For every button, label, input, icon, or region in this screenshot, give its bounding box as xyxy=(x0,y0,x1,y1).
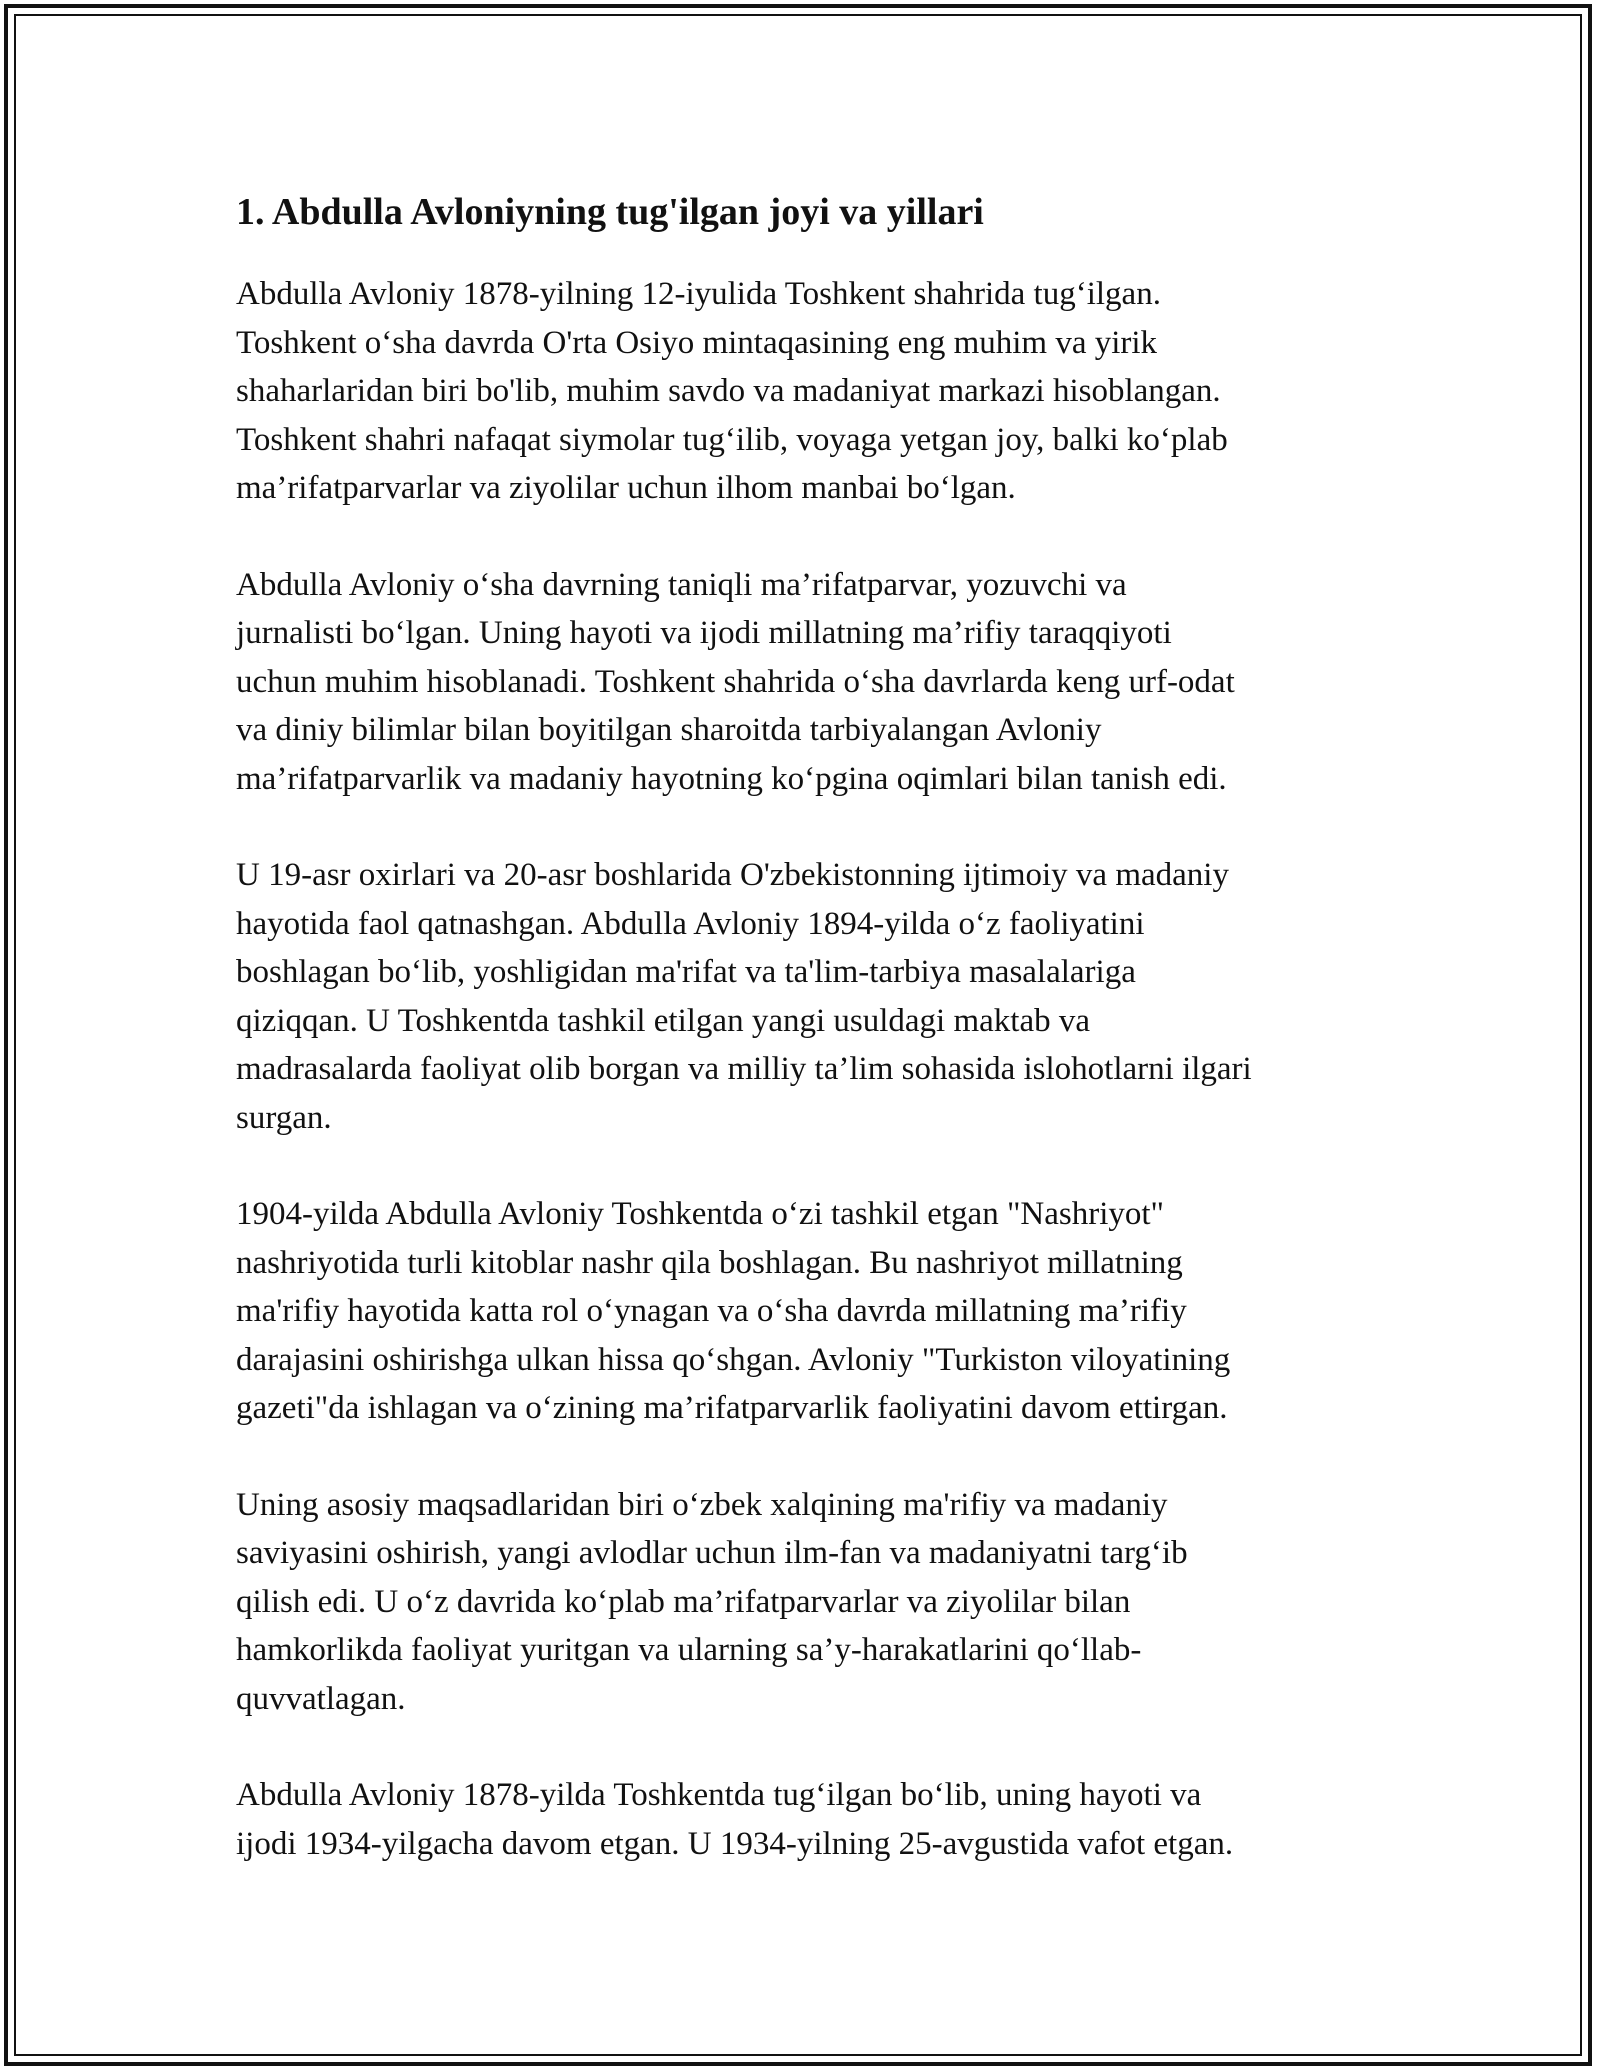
text-line: ma’rifatparvarlik va madaniy hayotning ko‘pgina oqimlari bilan tanish edi. xyxy=(236,760,1227,797)
paragraph-6 xyxy=(236,1771,1376,1868)
text-line: U 19-asr oxirlari va 20-asr boshlarida O'zbekistonning ijtimoiy va madaniy xyxy=(236,857,1229,893)
text-line: Uning asosiy maqsadlaridan biri o‘zbek xalqining ma'rifiy va madaniy xyxy=(236,1486,1168,1523)
document-body xyxy=(236,186,1376,1916)
paragraph-2 xyxy=(236,561,1376,804)
text-line: hayotida faol qatnashgan. Abdulla Avloniy 1894-yilda o‘z faoliyatini xyxy=(236,905,1145,942)
paragraph-1 xyxy=(236,270,1376,513)
text-line: Abdulla Avloniy 1878-yilning 12-iyulida Toshkent shahrida tug‘ilgan. xyxy=(236,276,1161,312)
text-line: 1904-yilda Abdulla Avloniy Toshkentda o‘zi tashkil etgan "Nashriyot" xyxy=(236,1196,1165,1232)
paragraph-5 xyxy=(236,1481,1376,1724)
text-line: uchun muhim hisoblanadi. Toshkent shahrida o‘sha davrlarda keng urf-odat xyxy=(236,663,1235,700)
text-line: Toshkent o‘sha davrda O'rta Osiyo mintaqasining eng muhim va yirik xyxy=(236,324,1158,361)
text-line: surgan. xyxy=(236,1099,332,1136)
text-line: boshlagan bo‘lib, yoshligidan ma'rifat va ta'lim-tarbiya masalalariga xyxy=(236,954,1136,990)
text-line: darajasini oshirishga ulkan hissa qo‘shgan. Avloniy "Turkiston viloyatining xyxy=(236,1341,1231,1378)
text-line: qilish edi. U o‘z davrida ko‘plab ma’rifatparvarlar va ziyolilar bilan xyxy=(236,1583,1131,1620)
paragraph-4 xyxy=(236,1190,1376,1433)
text-line: Toshkent shahri nafaqat siymolar tug‘ilib, voyaga yetgan joy, balki ko‘plab xyxy=(236,421,1228,458)
page-title: 1. Abdulla Avloniyning tug'ilgan joyi va yillari xyxy=(236,191,984,233)
text-line: hamkorlikda faoliyat yuritgan va ularning sa’y-harakatlarini qo‘llab- xyxy=(236,1632,1142,1668)
text-line: gazeti"da ishlagan va o‘zining ma’rifatparvarlik faoliyatini davom ettirgan. xyxy=(236,1390,1228,1426)
text-line: ijodi 1934-yilgacha davom etgan. U 1934-yilning 25-avgustida vafot etgan. xyxy=(236,1825,1234,1862)
text-line: Abdulla Avloniy 1878-yilda Toshkentda tug‘ilgan bo‘lib, uning hayoti va xyxy=(236,1777,1202,1813)
text-line: va diniy bilimlar bilan boyitilgan sharoitda tarbiyalangan Avloniy xyxy=(236,712,1102,748)
text-line: saviyasini oshirish, yangi avlodlar uchun ilm-fan va madaniyatni targ‘ib xyxy=(236,1535,1188,1571)
text-line: madrasalarda faoliyat olib borgan va milliy ta’lim sohasida islohotlarni ilgari xyxy=(236,1051,1252,1087)
text-line: ma'rifiy hayotida katta rol o‘ynagan va o‘sha davrda millatning ma’rifiy xyxy=(236,1293,1187,1329)
paragraph-3 xyxy=(236,851,1376,1142)
text-line: jurnalisti bo‘lgan. Uning hayoti va ijodi millatning ma’rifiy taraqqiyoti xyxy=(236,615,1172,651)
text-line: ma’rifatparvarlar va ziyolilar uchun ilhom manbai bo‘lgan. xyxy=(236,470,1016,506)
text-line: quvvatlagan. xyxy=(236,1680,406,1717)
text-line: Abdulla Avloniy o‘sha davrning taniqli ma’rifatparvar, yozuvchi va xyxy=(236,566,1127,603)
text-line: shaharlaridan biri bo'lib, muhim savdo va madaniyat markazi hisoblangan. xyxy=(236,373,1221,409)
text-line: qiziqqan. U Toshkentda tashkil etilgan yangi usuldagi maktab va xyxy=(236,1002,1090,1039)
text-line: nashriyotida turli kitoblar nashr qila boshlagan. Bu nashriyot millatning xyxy=(236,1244,1183,1281)
